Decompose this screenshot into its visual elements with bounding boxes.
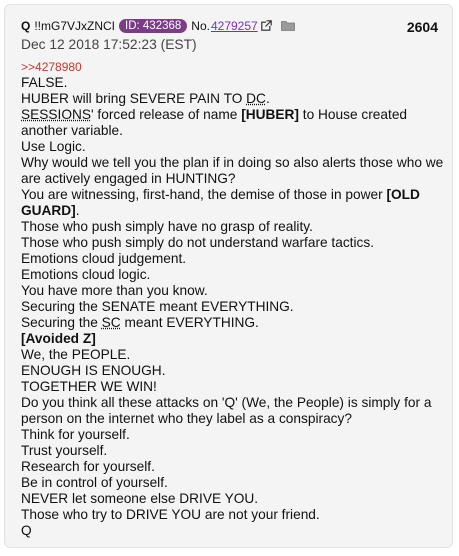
poster-id-badge[interactable]: ID: 432368 bbox=[119, 19, 187, 33]
body-line: Securing the SENATE meant EVERYTHING. bbox=[21, 299, 294, 314]
body-line: ENOUGH IS ENOUGH. bbox=[21, 363, 166, 378]
body-line: Securing the SC meant EVERYTHING. bbox=[21, 315, 259, 330]
post-meta-line bbox=[21, 17, 438, 34]
body-line: Emotions cloud judgement. bbox=[21, 251, 187, 266]
post-body bbox=[21, 59, 449, 539]
body-line: Think for yourself. bbox=[21, 427, 130, 442]
body-line: You have more than you know. bbox=[21, 283, 208, 298]
body-line: You are witnessing, first-hand, the demise of those in power [OLD GUARD]. bbox=[21, 187, 420, 218]
body-line: Those who push simply do not understand warfare tactics. bbox=[21, 235, 375, 250]
body-line: Be in control of yourself. bbox=[21, 475, 168, 490]
body-line: [Avoided Z] bbox=[21, 331, 96, 346]
post-timestamp: Dec 12 2018 17:52:23 (EST) bbox=[21, 37, 197, 52]
body-line: Research for yourself. bbox=[21, 459, 155, 474]
post-number-link[interactable]: 4279257 bbox=[210, 18, 258, 33]
body-line: Why would we tell you the plan if in doing so also alerts those who we are actively engaged in HUNTING? bbox=[21, 155, 444, 186]
tripcode: !!mG7VJxZNCI bbox=[34, 18, 116, 33]
body-line: Those who push simply have no grasp of reality. bbox=[21, 219, 313, 234]
post-count: 2604 bbox=[406, 19, 438, 35]
abbreviation: SC bbox=[101, 315, 121, 330]
signature-line: Q bbox=[21, 523, 32, 538]
quote-reply-link[interactable]: >>4278980 bbox=[21, 60, 82, 74]
post-number-prefix: No. bbox=[191, 18, 210, 33]
body-line: We, the PEOPLE. bbox=[21, 347, 131, 362]
body-line: TOGETHER WE WIN! bbox=[21, 379, 157, 394]
post-header bbox=[21, 17, 438, 53]
post-card bbox=[4, 4, 453, 548]
body-line: SESSIONS' forced release of name [HUBER] to House created another variable. bbox=[21, 107, 408, 138]
body-line: Do you think all these attacks on 'Q' (We, the People) is simply for a person on the internet who they label as a conspiracy? bbox=[21, 395, 432, 426]
body-line: Those who try to DRIVE YOU are not your friend. bbox=[21, 507, 320, 522]
author-name: Q bbox=[21, 18, 31, 33]
body-line: Use Logic. bbox=[21, 139, 86, 154]
body-line: Emotions cloud logic. bbox=[21, 267, 151, 282]
external-link-icon[interactable] bbox=[261, 20, 272, 31]
abbreviation: DC bbox=[246, 91, 266, 106]
body-line: NEVER let someone else DRIVE YOU. bbox=[21, 491, 259, 506]
abbreviation: SESSIONS bbox=[21, 107, 91, 122]
folder-icon[interactable] bbox=[281, 20, 295, 31]
body-line: Trust yourself. bbox=[21, 443, 108, 458]
body-line: HUBER will bring SEVERE PAIN TO DC. bbox=[21, 91, 270, 106]
body-line: FALSE. bbox=[21, 75, 68, 90]
